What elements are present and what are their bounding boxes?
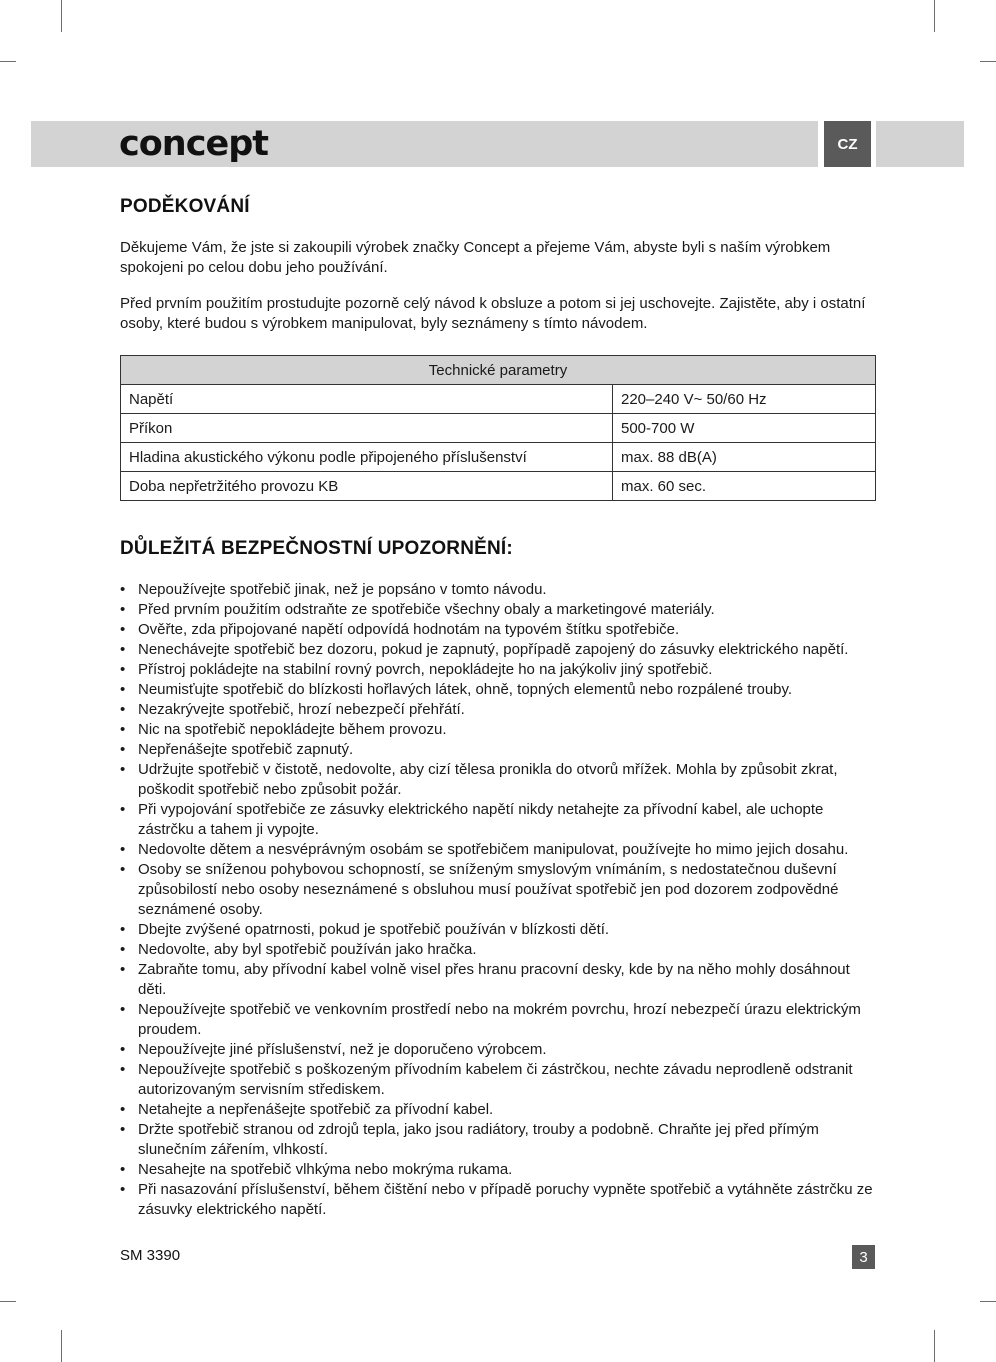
crop-mark xyxy=(0,61,16,62)
list-item xyxy=(120,660,880,680)
list-item xyxy=(120,1100,880,1120)
list-item xyxy=(120,680,880,700)
list-item xyxy=(120,620,880,640)
list-item-text: Nepoužívejte spotřebič ve venkovním prostředí nebo na mokrém povrchu, hrozí nebezpečí úrazu elektrickým proudem. xyxy=(138,1001,861,1038)
param-label: Hladina akustického výkonu podle připojeného příslušenství xyxy=(121,443,613,472)
param-label: Doba nepřetržitého provozu KB xyxy=(121,472,613,501)
bullet-icon: • xyxy=(120,1161,126,1178)
page-number: 3 xyxy=(852,1245,875,1269)
list-item xyxy=(120,1040,880,1060)
list-item-text: Nepoužívejte jiné příslušenství, než je doporučeno výrobcem. xyxy=(138,1041,547,1058)
list-item-text: Nedovolte, aby byl spotřebič používán jako hračka. xyxy=(138,941,477,958)
bullet-icon: • xyxy=(120,1061,126,1078)
list-item xyxy=(120,1120,880,1160)
list-item xyxy=(120,760,880,800)
list-item-text: Udržujte spotřebič v čistotě, nedovolte, aby cizí tělesa pronikla do otvorů mřížek. Mohla by způsobit zkrat, poškodit spotřebič nebo způsobit požár. xyxy=(138,761,838,798)
model-number: SM 3390 xyxy=(120,1247,181,1264)
bullet-icon: • xyxy=(120,841,126,858)
list-item xyxy=(120,1180,880,1220)
list-item-text: Dbejte zvýšené opatrnosti, pokud je spotřebič používán v blízkosti dětí. xyxy=(138,921,610,938)
list-item-text: Neumisťujte spotřebič do blízkosti hořlavých látek, ohně, topných elementů nebo rozpálené trouby. xyxy=(138,681,793,698)
list-item xyxy=(120,800,880,840)
table-title: Technické parametry xyxy=(121,356,876,385)
bullet-icon: • xyxy=(120,941,126,958)
crop-mark xyxy=(980,1301,996,1302)
list-item xyxy=(120,960,880,1000)
param-value: max. 88 dB(A) xyxy=(613,443,876,472)
crop-mark xyxy=(61,1330,62,1362)
param-label: Napětí xyxy=(121,385,613,414)
list-item xyxy=(120,720,880,740)
list-item xyxy=(120,940,880,960)
param-label: Příkon xyxy=(121,414,613,443)
bullet-icon: • xyxy=(120,1001,126,1018)
bullet-icon: • xyxy=(120,861,126,878)
table-header-row xyxy=(121,356,876,385)
bullet-icon: • xyxy=(120,1121,126,1138)
crop-mark xyxy=(980,61,996,62)
bullet-icon: • xyxy=(120,621,126,638)
list-item xyxy=(120,640,880,660)
list-item-text: Nepoužívejte spotřebič s poškozeným přívodním kabelem či zástrčkou, nechte závadu neprodleně odstranit autorizovaným servisním střediskem. xyxy=(138,1061,853,1098)
list-item-text: Osoby se sníženou pohybovou schopností, se sníženým smyslovým vnímáním, s nedostatečnou duševní způsobilostí nebo osoby neseznámené s obsluhou musí používat spotřebič jen pod dozorem zodpovědné seznámené osoby. xyxy=(138,861,839,918)
list-item xyxy=(120,700,880,720)
list-item-text: Zabraňte tomu, aby přívodní kabel volně visel přes hranu pracovní desky, kde by na něho mohly dosáhnout děti. xyxy=(138,961,850,998)
list-item-text: Nezakrývejte spotřebič, hrozí nebezpečí přehřátí. xyxy=(138,701,465,718)
instructions-paragraph: Před prvním použitím prostudujte pozorně celý návod k obsluze a potom si jej uschovejte. Zajistěte, aby i ostatní osoby, které budou s výrobkem manipulovat, byly seznámeny s tímto návodem. xyxy=(120,295,866,332)
list-item-text: Při nasazování příslušenství, během čištění nebo v případě poruchy vypněte spotřebič a vytáhněte zástrčku ze zásuvky elektrického napětí. xyxy=(138,1181,873,1218)
safety-list xyxy=(120,580,880,1220)
param-value: 500-700 W xyxy=(613,414,876,443)
list-item xyxy=(120,1000,880,1040)
param-value: max. 60 sec. xyxy=(613,472,876,501)
table-row xyxy=(121,414,876,443)
list-item-text: Před prvním použitím odstraňte ze spotřebiče všechny obaly a marketingové materiály. xyxy=(138,601,715,618)
list-item-text: Nenechávejte spotřebič bez dozoru, pokud je zapnutý, popřípadě zapojený do zásuvky elektrického napětí. xyxy=(138,641,849,658)
thanks-paragraph: Děkujeme Vám, že jste si zakoupili výrobek značky Concept a přejeme Vám, abyste byli s naším výrobkem spokojeni po celou dobu jeho používání. xyxy=(120,239,831,276)
bullet-icon: • xyxy=(120,641,126,658)
param-value: 220–240 V~ 50/60 Hz xyxy=(613,385,876,414)
bullet-icon: • xyxy=(120,721,126,738)
list-item-text: Přístroj pokládejte na stabilní rovný povrch, nepokládejte ho na jakýkoliv jiný spotřebič. xyxy=(138,661,713,678)
list-item-text: Ověřte, zda připojované napětí odpovídá hodnotám na typovém štítku spotřebiče. xyxy=(138,621,680,638)
crop-mark xyxy=(61,0,62,32)
crop-mark xyxy=(934,1330,935,1362)
list-item xyxy=(120,600,880,620)
list-item xyxy=(120,1060,880,1100)
list-item-text: Nepoužívejte spotřebič jinak, než je popsáno v tomto návodu. xyxy=(138,581,547,598)
list-item xyxy=(120,1160,880,1180)
header-band-right xyxy=(876,121,964,167)
language-badge: CZ xyxy=(824,121,871,167)
section-title-safety: DŮLEŽITÁ BEZPEČNOSTNÍ UPOZORNĚNÍ: xyxy=(120,538,513,559)
list-item xyxy=(120,920,880,940)
section-title-thanks: PODĚKOVÁNÍ xyxy=(120,196,250,217)
list-item xyxy=(120,860,880,920)
bullet-icon: • xyxy=(120,801,126,818)
list-item-text: Netahejte a nepřenášejte spotřebič za přívodní kabel. xyxy=(138,1101,494,1118)
bullet-icon: • xyxy=(120,1041,126,1058)
bullet-icon: • xyxy=(120,701,126,718)
bullet-icon: • xyxy=(120,1181,126,1198)
list-item-text: Držte spotřebič stranou od zdrojů tepla, jako jsou radiátory, trouby a podobně. Chraňte jej před přímým slunečním zářením, vlhkostí. xyxy=(138,1121,819,1158)
brand-logo: concept xyxy=(119,124,268,164)
list-item-text: Nedovolte dětem a nesvéprávným osobám se spotřebičem manipulovat, používejte ho mimo jejich dosahu. xyxy=(138,841,849,858)
list-item-text: Nic na spotřebič nepokládejte během provozu. xyxy=(138,721,447,738)
technical-parameters-table xyxy=(120,355,876,501)
list-item xyxy=(120,840,880,860)
list-item xyxy=(120,740,880,760)
list-item-text: Nepřenášejte spotřebič zapnutý. xyxy=(138,741,354,758)
list-item-text: Nesahejte na spotřebič vlhkýma nebo mokrýma rukama. xyxy=(138,1161,513,1178)
crop-mark xyxy=(934,0,935,32)
bullet-icon: • xyxy=(120,921,126,938)
list-item xyxy=(120,580,880,600)
bullet-icon: • xyxy=(120,1101,126,1118)
bullet-icon: • xyxy=(120,681,126,698)
table-row xyxy=(121,472,876,501)
table-row xyxy=(121,443,876,472)
crop-mark xyxy=(0,1301,16,1302)
bullet-icon: • xyxy=(120,601,126,618)
list-item-text: Při vypojování spotřebiče ze zásuvky elektrického napětí nikdy netahejte za přívodní kabel, ale uchopte zástrčku a tahem ji vypojte. xyxy=(138,801,824,838)
table-row xyxy=(121,385,876,414)
bullet-icon: • xyxy=(120,741,126,758)
bullet-icon: • xyxy=(120,961,126,978)
bullet-icon: • xyxy=(120,761,126,778)
bullet-icon: • xyxy=(120,581,126,598)
bullet-icon: • xyxy=(120,661,126,678)
